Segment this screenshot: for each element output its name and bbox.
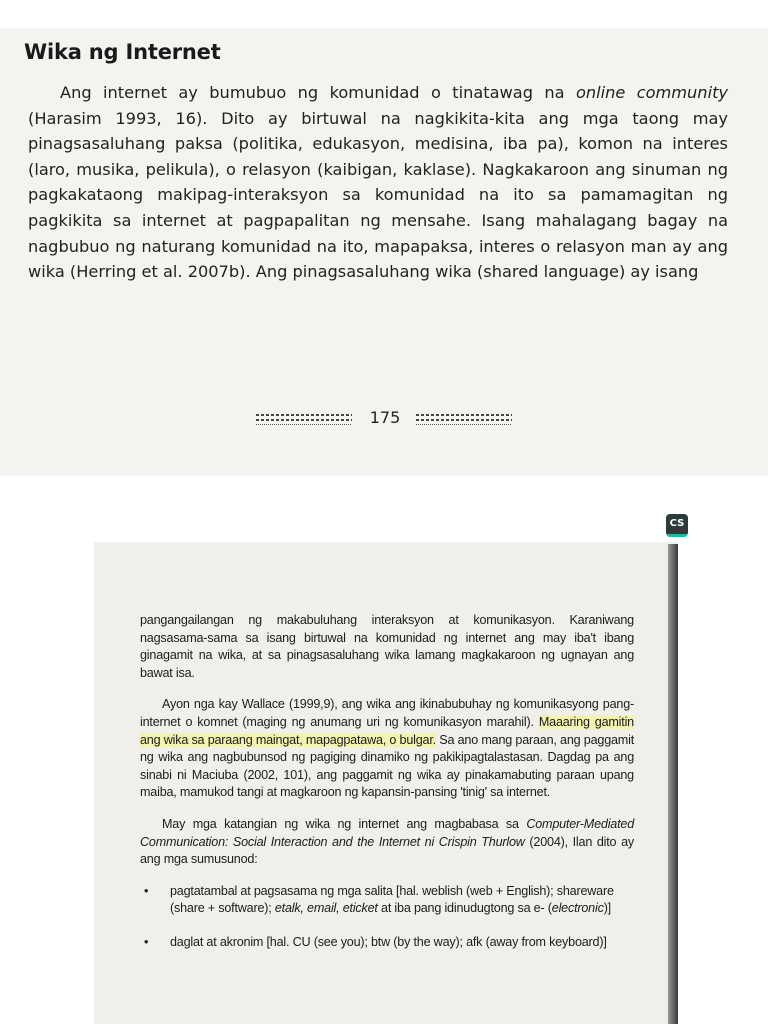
list-item-text: pagtatambal at pagsasama ng mga salita [hal. weblish (web + English); shareware (share + software); xyxy=(170,883,614,916)
footer-rule-right xyxy=(416,414,512,426)
paragraph-text-start: Ang internet ay bumubuo ng komunidad o tinatawag na xyxy=(60,83,576,102)
page2-paragraph-1 xyxy=(140,612,634,682)
page-number: 175 xyxy=(369,408,401,427)
page2-paragraph-3 xyxy=(140,816,634,869)
paragraph-text-rest: (Harasim 1993, 16). Dito ay birtuwal na nagkikita-kita ang mga taong may pinagsasaluhang paksa (politika, edukasyon, medisina, iba pa), komon na interes (laro, musika, pelikula), o relasyon (kaibigan, kaklase). Nagkakaroon ang sinuman ng pagkakataong makipag-interaksyon sa komunidad na ito sa pamamagitan ng pagkikita sa internet at pagpapalitan ng mensahe. Isang mahalagang bagay na nagbubuo ng naturang komunidad na ito, mapapaksa, interes o relasyon man ay ang wika (Herring et al. 2007b). Ang pinagsasaluhang wika (shared language) ay isang xyxy=(28,108,728,282)
camscanner-logo-icon: CS xyxy=(666,514,688,537)
page-scan-bottom xyxy=(94,542,678,1024)
list-item-text: at iba pang idinudugtong sa e- ( xyxy=(377,901,552,916)
section-heading: Wika ng Internet xyxy=(24,40,221,64)
highlighted-text: Maaaring gamitin ang wika sa paraang maingat, mapagpatawa, o bulgar. xyxy=(140,714,634,747)
paragraph-text: pangangailangan ng makabuluhang interaksyon at komunikasyon. Karaniwang nagsasama-sama sa isang birtuwal na komunidad ng internet ang may iba't ibang ginagamit na wika, at sa pinagsasaluhang wika lamang magkakaroon ng ugnayan ang bawat isa. xyxy=(140,613,634,680)
list-item xyxy=(170,934,634,952)
paragraph-text: Sa ano mang paraan, ang paggamit ng wika ang nagbubunsod ng pagiging dinamiko ng pakikipagtalastasan. Dagdag pa ang sinabi ni Maciuba (2002, 101), ang paggamit ng wika ay pinakamabuting paraan upang maiba, mamukod tangi at magkaroon ng kapansin-pansing 'tinig' sa internet. xyxy=(140,732,634,800)
paragraph-text: May mga katangian ng wika ng internet ang magbabasa sa xyxy=(162,816,527,831)
page-footer xyxy=(256,408,516,432)
footer-rule-left xyxy=(256,414,352,426)
body-paragraph xyxy=(28,80,728,285)
emphasis-online-community: online community xyxy=(575,83,728,102)
paragraph-text: Ayon nga kay Wallace (1999,9), ang wika ang ikinabubuhay ng komunikasyong pang-internet o komnet (maging ng anumang uri ng komunikasyon marahil). xyxy=(140,697,634,729)
emphasis-book-title: Computer-Mediated Communication: Social Interaction and the Internet ni Crispin Thurlow xyxy=(140,816,634,849)
page2-paragraph-2 xyxy=(140,696,634,802)
book-spine-shadow xyxy=(668,544,678,1024)
list-item-text: )] xyxy=(603,901,611,916)
list-item-text: daglat at akronim [hal. CU (see you); btw (by the way); afk (away from keyboard)] xyxy=(170,934,607,949)
list-item-emphasis: electronic xyxy=(551,901,604,916)
feature-list xyxy=(140,883,634,952)
paragraph-text: (2004), Ilan dito ay ang mga sumusunod: xyxy=(140,834,634,867)
list-item-emphasis: etalk, email, eticket xyxy=(274,901,378,916)
page2-text-block xyxy=(140,612,634,968)
list-item xyxy=(170,883,634,918)
page-scan-top xyxy=(0,28,768,476)
